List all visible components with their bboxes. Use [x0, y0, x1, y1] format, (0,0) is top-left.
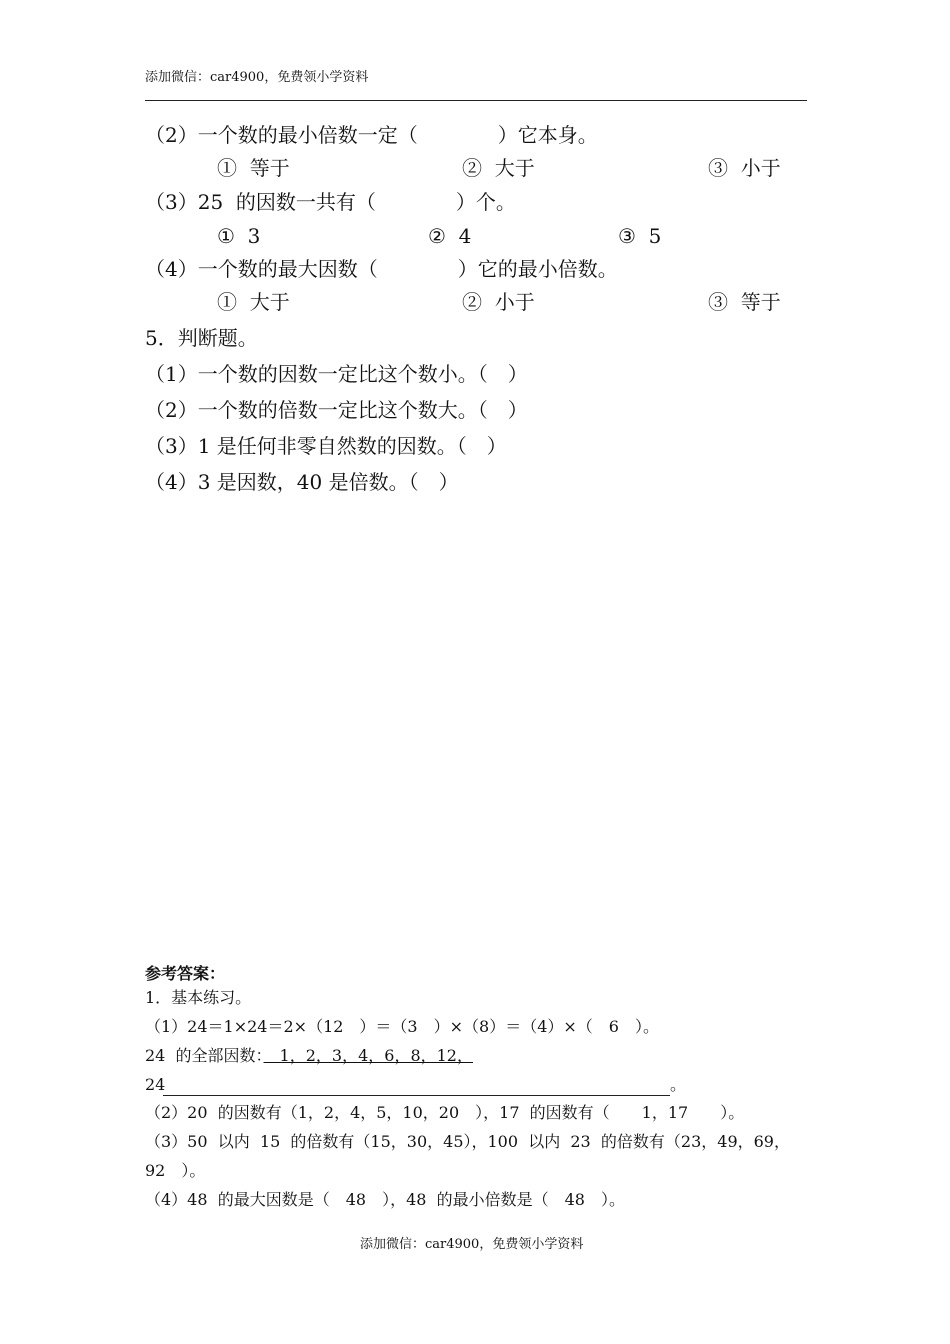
q4-option-2: ② 小于 [462, 290, 535, 314]
header-text: 添加微信：car4900，免费领小学资料 [145, 70, 369, 85]
answers-section-1: 1．基本练习。 [145, 988, 252, 1007]
q2-option-3: ③ 小于 [708, 156, 781, 180]
footer-text: 添加微信：car4900，免费领小学资料 [360, 1237, 584, 1252]
answer-line-2 [145, 1048, 473, 1064]
q2-option-1: ① 等于 [217, 156, 290, 180]
answer-line-2-prefix: 24 的全部因数： [145, 1046, 264, 1065]
answer-line-1: （1）24＝1×24＝2×（12 ）＝（3 ）×（8）＝（4）×（ 6 ）。 [145, 1017, 659, 1036]
question-3: （3）25 的因数一共有（ ）个。 [145, 190, 516, 214]
judge-item-3: （3）1 是任何非零自然数的因数。（ ） [145, 434, 507, 458]
answer-line-6: 92 ）。 [145, 1161, 206, 1180]
question-4: （4）一个数的最大因数（ ）它的最小倍数。 [145, 257, 618, 281]
q4-option-3: ③ 等于 [708, 290, 781, 314]
q3-option-2: ② 4 [428, 224, 472, 248]
answer-line-2-underlined: 1，2，3，4，6，8，12， [263, 1046, 473, 1065]
q4-option-1: ① 大于 [217, 290, 290, 314]
answer-line-7: （4）48 的最大因数是（ 48 ），48 的最小倍数是（ 48 ）。 [145, 1190, 625, 1209]
question-2: （2）一个数的最小倍数一定（ ）它本身。 [145, 123, 598, 147]
judge-title: 5．判断题。 [145, 326, 258, 350]
answers-title: 参考答案： [145, 964, 226, 983]
answer-line-4: （2）20 的因数有（1，2，4，5，10，20 ），17 的因数有（ 1，17 ）。 [145, 1103, 745, 1122]
judge-item-4: （4）3 是因数，40 是倍数。（ ） [145, 470, 459, 494]
answer-line-3-value: 24 [145, 1075, 166, 1094]
answer-line-3-underline [163, 1095, 670, 1096]
answer-line-3-end: 。 [670, 1075, 687, 1094]
q2-option-2: ② 大于 [462, 156, 535, 180]
header-rule [145, 100, 807, 101]
judge-item-2: （2）一个数的倍数一定比这个数大。（ ） [145, 398, 528, 422]
q3-option-1: ① 3 [217, 224, 261, 248]
judge-item-1: （1）一个数的因数一定比这个数小。（ ） [145, 362, 528, 386]
answer-line-5: （3）50 以内 15 的倍数有（15，30，45），100 以内 23 的倍数有（23，49，69， [145, 1132, 790, 1151]
q3-option-3: ③ 5 [618, 224, 662, 248]
